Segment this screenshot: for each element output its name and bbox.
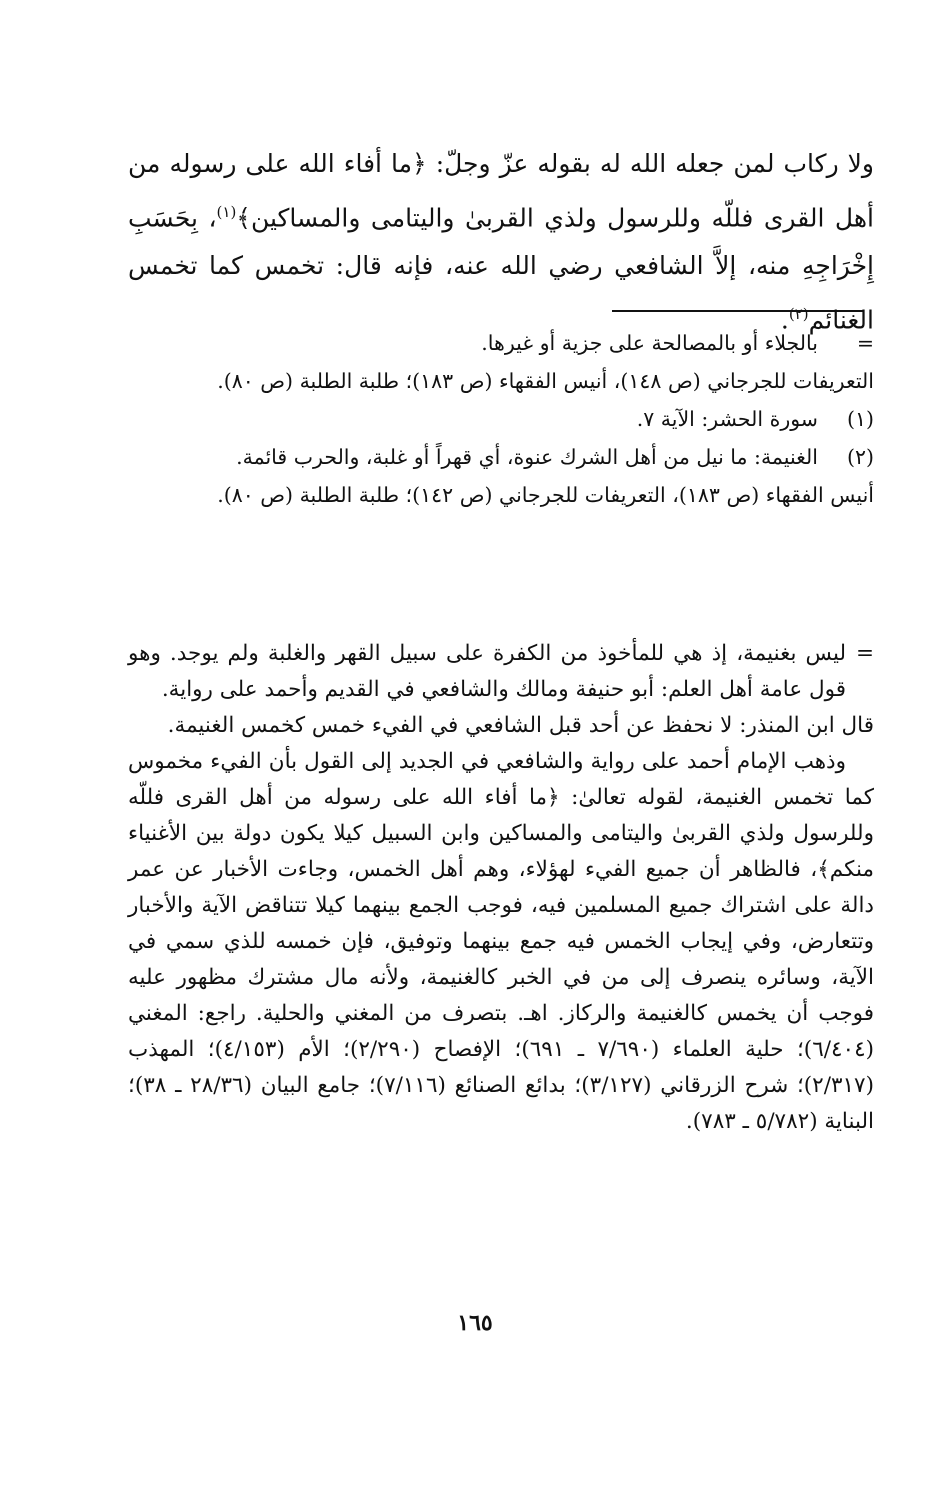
footnote-1 bbox=[128, 400, 874, 438]
main-paragraph bbox=[128, 140, 874, 345]
footnote-continuation bbox=[128, 324, 874, 362]
continuation-para-3: وذهب الإمام أحمد على رواية والشافعي في الجديد إلى القول بأن الفيء مخموس كما تخمس الغنيمة، لقوله تعالىٰ: ﴿ما أفاء الله على رسوله من أهل القرى فللّه وللرسول ولذي القربىٰ واليتامى والمساكين وابن السبيل كيلا يكون دولة بين الأغنياء منكم﴾، فالظاهر أن جميع الفيء لهؤلاء، وهم أهل الخمس، وجاءت الأخبار عن عمر دالة على اشتراك جميع المسلمين فيه، فوجب الجمع بينهما كيلا تتناقض الآية والأخبار وتتعارض، وفي إيجاب الخمس فيه جمع بينهما وتوفيق، فإن خمسه للذي سمي في الآية، وسائره ينصرف إلى من في الخبر كالغنيمة، ولأنه مال مشترك مظهور عليه فوجب أن يخمس كالغنيمة والركاز. اهـ. بتصرف من المغني والحلية. راجع: المغني (٦/٤٠٤)؛ حلية العلماء (٧/٦٩٠ ـ ٦٩١)؛ الإفصاح (٢/٢٩٠)؛ الأم (٤/١٥٣)؛ المهذب (٢/٣١٧)؛ شرح الزرقاني (٣/١٢٧)؛ بدائع الصنائع (٧/١١٦)؛ جامع البيان (٢٨/٣٦ ـ ٣٨)؛ البناية (٥/٧٨٢ ـ ٧٨٣). bbox=[128, 749, 875, 1134]
continuation-sources bbox=[128, 362, 874, 400]
continuation-note bbox=[128, 636, 874, 1140]
footnote-2-marker: (٢) bbox=[846, 445, 874, 469]
main-text-end: . bbox=[780, 305, 789, 335]
footnote-2 bbox=[128, 438, 874, 476]
footnote-2-line-2: أنيس الفقهاء (ص ١٨٣)، التعريفات للجرجاني (ص ١٤٢)؛ طلبة الطلبة (ص ٨٠). bbox=[217, 483, 874, 507]
footnote-separator bbox=[612, 310, 864, 312]
main-text-part2: ، بِحَسَبِ إِخْرَاجِهِ منه، إلاَّ الشافعي رضي الله عنه، فإنه قال: تخمس كما تخمس الغنائم bbox=[128, 203, 874, 335]
continuation-para-1 bbox=[128, 636, 874, 708]
footnote-ref-1[interactable]: (١) bbox=[216, 203, 237, 221]
footnote-1-text: سورة الحشر: الآية ٧. bbox=[636, 407, 818, 431]
main-body-text bbox=[128, 140, 874, 345]
continuation-marker: = bbox=[856, 331, 874, 355]
footnote-1-marker: (١) bbox=[846, 407, 874, 431]
footnote-2-text: الغنيمة: ما نيل من أهل الشرك عنوة، أي قهراً أو غلبة، والحرب قائمة. bbox=[236, 445, 818, 469]
main-text-part1: ولا ركاب لمن جعله الله له بقوله عزّ وجلّ: ﴿ما أفاء الله على رسوله من أهل القرى فللّه وللرسول ولذي القربىٰ واليتامى والمساكين﴾ bbox=[128, 149, 874, 233]
continuation-line-1: بالجلاء أو بالمصالحة على جزية أو غيرها. bbox=[481, 331, 818, 355]
footnote-ref-2[interactable]: (٢) bbox=[788, 305, 809, 324]
continuation-para-1-text: ليس بغنيمة، إذ هي للمأخوذ من الكفرة على سبيل القهر والغلبة ولم يوجد. وهو قول عامة أهل العلم: أبو حنيفة ومالك والشافعي في القديم وأحمد على رواية. bbox=[128, 641, 846, 702]
continuation-line-2: التعريفات للجرجاني (ص ١٤٨)، أنيس الفقهاء (ص ١٨٣)؛ طلبة الطلبة (ص ٨٠). bbox=[217, 369, 874, 393]
continuation-note-marker: = bbox=[855, 641, 874, 666]
footnote-2-sources bbox=[128, 476, 874, 514]
page-number: ١٦٥ bbox=[457, 1310, 493, 1336]
footnotes-section bbox=[128, 324, 874, 514]
continuation-para-2: قال ابن المنذر: لا نحفظ عن أحد قبل الشافعي في الفيء خمس كخمس الغنيمة. bbox=[167, 713, 874, 738]
